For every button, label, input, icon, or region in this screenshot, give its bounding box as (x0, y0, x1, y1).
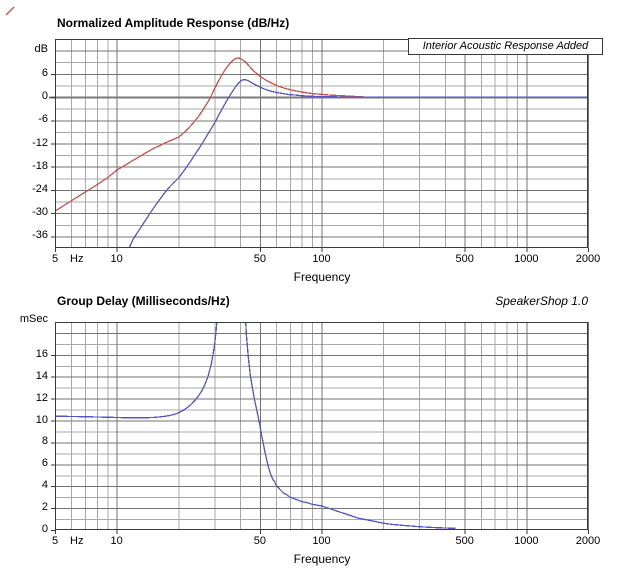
group-delay-y-tick-label: 10 (35, 413, 48, 426)
amplitude-x-tick-label: 10 (110, 253, 123, 265)
amplitude-series-1 (128, 80, 589, 252)
group-delay-y-tick-label: 2 (41, 501, 48, 514)
group-delay-y-tick-label: 14 (35, 369, 48, 382)
amplitude-y-tick-label: -12 (32, 136, 48, 149)
amplitude-grid-major (55, 39, 589, 248)
group-delay-chart (0, 289, 624, 586)
amplitude-chart-title: Normalized Amplitude Response (dB/Hz) (57, 16, 290, 30)
group-delay-y-tick-label: 0 (41, 523, 48, 535)
x-axis-unit-label: Hz (70, 253, 84, 265)
amplitude-y-tick-label: 6 (41, 66, 48, 79)
amplitude-series-0 (55, 58, 363, 211)
group-delay-y-tick-label: 16 (35, 347, 48, 360)
amplitude-x-tick-label: 2000 (575, 253, 601, 265)
group-delay-y-tick-label: 12 (35, 391, 48, 404)
amplitude-y-tick-label: -6 (38, 113, 48, 126)
amplitude-y-tick-label: 0 (41, 90, 48, 103)
group-delay-tick-marks (51, 355, 589, 534)
amplitude-y-tick-label: -36 (32, 229, 48, 242)
x-axis-title: Frequency (293, 270, 351, 284)
group-delay-x-tick-label: 50 (253, 535, 266, 547)
amplitude-x-tick-label: 1000 (514, 253, 539, 265)
y-axis-unit-label: dB (34, 43, 48, 55)
group-delay-x-tick-label: 2000 (575, 535, 601, 547)
amplitude-x-tick-label: 100 (312, 253, 331, 265)
group-delay-x-tick-label: 1000 (514, 535, 539, 547)
group-delay-x-tick-label: 10 (110, 535, 123, 547)
amplitude-x-tick-label: 50 (253, 253, 266, 265)
amplitude-x-tick-label: 500 (455, 253, 474, 265)
app-watermark: SpeakerShop 1.0 (495, 294, 588, 308)
amplitude-response-chart (0, 0, 624, 289)
group-delay-y-tick-label: 8 (41, 435, 48, 448)
amplitude-y-tick-label: -30 (32, 206, 48, 219)
amplitude-y-tick-label: -18 (32, 159, 48, 172)
legend-label: Interior Acoustic Response Added (422, 40, 589, 52)
group-delay-grid-major (55, 322, 589, 530)
group-delay-x-tick-label: 5 (51, 535, 59, 547)
y-axis-unit-label: mSec (19, 313, 48, 325)
x-axis-unit-label: Hz (70, 535, 84, 547)
x-axis-title: Frequency (293, 552, 351, 566)
legend-box (408, 38, 603, 55)
group-delay-y-tick-label: 6 (41, 457, 48, 470)
group-delay-plot-area (55, 322, 588, 530)
amplitude-y-tick-label: -24 (32, 182, 48, 195)
group-delay-x-tick-label: 100 (312, 535, 331, 547)
group-delay-x-tick-label: 500 (455, 535, 474, 547)
amplitude-x-tick-label: 5 (51, 253, 59, 265)
group-delay-y-tick-label: 4 (41, 479, 48, 492)
amplitude-plot-area (55, 39, 588, 248)
group-delay-chart-title: Group Delay (Milliseconds/Hz) (57, 294, 230, 308)
